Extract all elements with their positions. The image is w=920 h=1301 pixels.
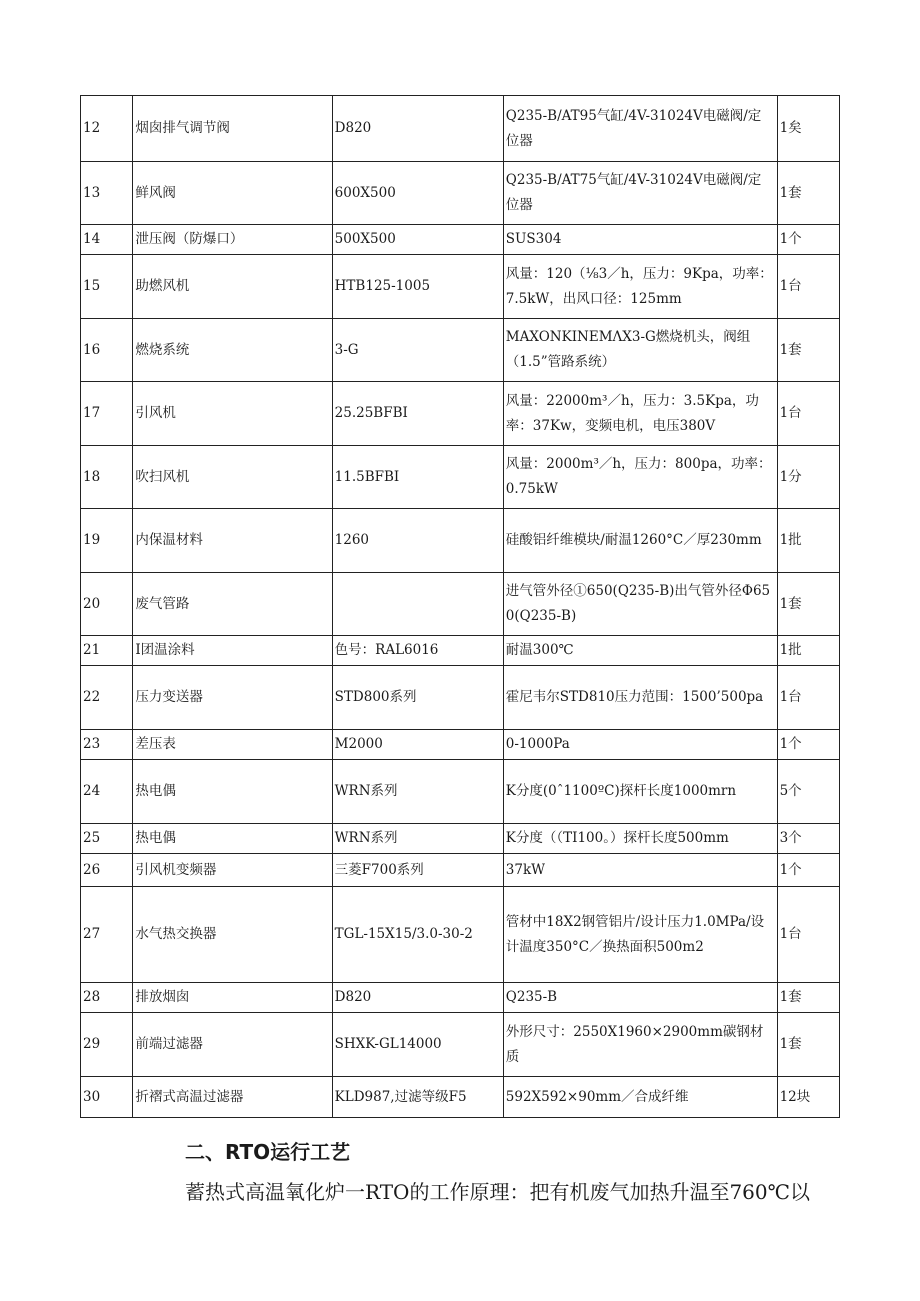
cell-quantity: 1台 [777, 255, 839, 319]
cell-model: HTB125-1005 [332, 255, 503, 319]
cell-quantity: 1套 [777, 1013, 839, 1077]
table-row [81, 225, 840, 255]
equipment-table [80, 95, 840, 1118]
cell-number: 18 [81, 446, 133, 509]
cell-spec: 耐温300℃ [503, 636, 777, 666]
table-row [81, 162, 840, 225]
cell-name: 引风机 [133, 382, 332, 446]
cell-name: 压力变送器 [133, 666, 332, 730]
cell-spec: 0-1000Pa [503, 730, 777, 760]
cell-model: WRN系列 [332, 824, 503, 854]
cell-number: 30 [81, 1077, 133, 1118]
cell-name: 助燃风机 [133, 255, 332, 319]
cell-model: 600X500 [332, 162, 503, 225]
cell-model: 500X500 [332, 225, 503, 255]
cell-number: 28 [81, 983, 133, 1013]
cell-number: 22 [81, 666, 133, 730]
cell-number: 12 [81, 96, 133, 162]
table-row [81, 573, 840, 636]
cell-number: 13 [81, 162, 133, 225]
table-row [81, 1013, 840, 1077]
table-row [81, 255, 840, 319]
cell-model: 3-G [332, 319, 503, 382]
cell-quantity: 1套 [777, 983, 839, 1013]
table-row [81, 96, 840, 162]
cell-name: 烟囱排气调节阀 [133, 96, 332, 162]
cell-name: 鲜风阀 [133, 162, 332, 225]
cell-spec: K分度（（TI100。）探杆长度500mm [503, 824, 777, 854]
cell-spec: 风量：22000m³／h，压力：3.5Kpa，功率：37Kw，变频电机，电压380V [503, 382, 777, 446]
cell-quantity: 1矣 [777, 96, 839, 162]
cell-name: 燃烧系统 [133, 319, 332, 382]
cell-model: SHXK-GL14000 [332, 1013, 503, 1077]
cell-spec: MAXONKINEMΛX3-G燃烧机头，阀组（1.5”管路系统） [503, 319, 777, 382]
cell-number: 19 [81, 509, 133, 573]
cell-spec: 硅酸铝纤维模块/耐温1260°C／厚230mm [503, 509, 777, 573]
table-row [81, 824, 840, 854]
table-row [81, 636, 840, 666]
cell-model: 1260 [332, 509, 503, 573]
cell-name: 热电偶 [133, 760, 332, 824]
equipment-table-body [81, 96, 840, 1118]
cell-spec: 进气管外径①650(Q235-B)出气管外径Φ650(Q235-B) [503, 573, 777, 636]
cell-number: 27 [81, 887, 133, 983]
cell-model: D820 [332, 96, 503, 162]
cell-number: 25 [81, 824, 133, 854]
cell-model: 11.5BFBI [332, 446, 503, 509]
cell-spec: 592X592×90mm／合成纤维 [503, 1077, 777, 1118]
cell-spec: Q235-B [503, 983, 777, 1013]
cell-name: 泄压阀（防爆口） [133, 225, 332, 255]
cell-number: 23 [81, 730, 133, 760]
table-row [81, 1077, 840, 1118]
cell-quantity: 1批 [777, 636, 839, 666]
cell-spec: 外形尺寸：2550X1960×2900mm碳钢材质 [503, 1013, 777, 1077]
cell-number: 17 [81, 382, 133, 446]
cell-number: 14 [81, 225, 133, 255]
cell-name: I团温涂料 [133, 636, 332, 666]
cell-name: 前端过滤器 [133, 1013, 332, 1077]
cell-number: 15 [81, 255, 133, 319]
cell-spec: Q235-B/AT75气缸/4V-31024V电磁阀/定位器 [503, 162, 777, 225]
cell-name: 排放烟囱 [133, 983, 332, 1013]
cell-name: 废气管路 [133, 573, 332, 636]
cell-name: 折褶式高温过滤器 [133, 1077, 332, 1118]
body-paragraph: 蓄热式高温氧化炉一RTO的工作原理：把有机废气加热升温至760℃以 [185, 1180, 810, 1204]
cell-model: 色号：RAL6016 [332, 636, 503, 666]
cell-model: 25.25BFBI [332, 382, 503, 446]
cell-quantity: 1套 [777, 319, 839, 382]
cell-quantity: 1个 [777, 854, 839, 887]
cell-number: 16 [81, 319, 133, 382]
cell-name: 引风机变频器 [133, 854, 332, 887]
table-row [81, 983, 840, 1013]
cell-quantity: 12块 [777, 1077, 839, 1118]
table-row [81, 509, 840, 573]
cell-model [332, 573, 503, 636]
cell-quantity: 1批 [777, 509, 839, 573]
cell-number: 26 [81, 854, 133, 887]
table-row [81, 382, 840, 446]
cell-model: TGL-15X15/3.0-30-2 [332, 887, 503, 983]
cell-spec: 风量：2000m³／h，压力：800pa，功率：0.75kW [503, 446, 777, 509]
cell-spec: K分度(0ˆ1100ºC)探杆长度1000mrn [503, 760, 777, 824]
table-row [81, 319, 840, 382]
cell-spec: 霍尼韦尔STD810压力范围：1500’500pa [503, 666, 777, 730]
cell-spec: 风量：120（⅛3／h，压力：9Kpa，功率：7.5kW，出风口径：125mm [503, 255, 777, 319]
table-row [81, 854, 840, 887]
cell-model: 三菱F700系列 [332, 854, 503, 887]
table-row [81, 887, 840, 983]
section-title: 二、RTO运行工艺 [185, 1140, 351, 1164]
cell-name: 差压表 [133, 730, 332, 760]
cell-model: STD800系列 [332, 666, 503, 730]
cell-quantity: 1套 [777, 573, 839, 636]
cell-model: D820 [332, 983, 503, 1013]
table-row [81, 760, 840, 824]
cell-name: 吹扫风机 [133, 446, 332, 509]
table-row [81, 666, 840, 730]
cell-quantity: 1分 [777, 446, 839, 509]
cell-model: M2000 [332, 730, 503, 760]
cell-quantity: 1台 [777, 666, 839, 730]
cell-quantity: 1个 [777, 730, 839, 760]
cell-spec: 37kW [503, 854, 777, 887]
table-row [81, 730, 840, 760]
cell-number: 24 [81, 760, 133, 824]
cell-quantity: 5个 [777, 760, 839, 824]
cell-quantity: 3个 [777, 824, 839, 854]
cell-model: KLD987,过滤等级F5 [332, 1077, 503, 1118]
cell-name: 热电偶 [133, 824, 332, 854]
cell-number: 20 [81, 573, 133, 636]
cell-number: 21 [81, 636, 133, 666]
cell-name: 水气热交换器 [133, 887, 332, 983]
cell-spec: Q235-B/AT95气缸/4V-31024V电磁阀/定位器 [503, 96, 777, 162]
cell-number: 29 [81, 1013, 133, 1077]
cell-quantity: 1台 [777, 382, 839, 446]
cell-model: WRN系列 [332, 760, 503, 824]
cell-spec: 管材中18X2钢管铝片/设计压力1.0MPa/设计温度350°C／换热面积500m2 [503, 887, 777, 983]
cell-quantity: 1个 [777, 225, 839, 255]
cell-quantity: 1台 [777, 887, 839, 983]
cell-spec: SUS304 [503, 225, 777, 255]
table-row [81, 446, 840, 509]
cell-name: 内保温材料 [133, 509, 332, 573]
cell-quantity: 1套 [777, 162, 839, 225]
